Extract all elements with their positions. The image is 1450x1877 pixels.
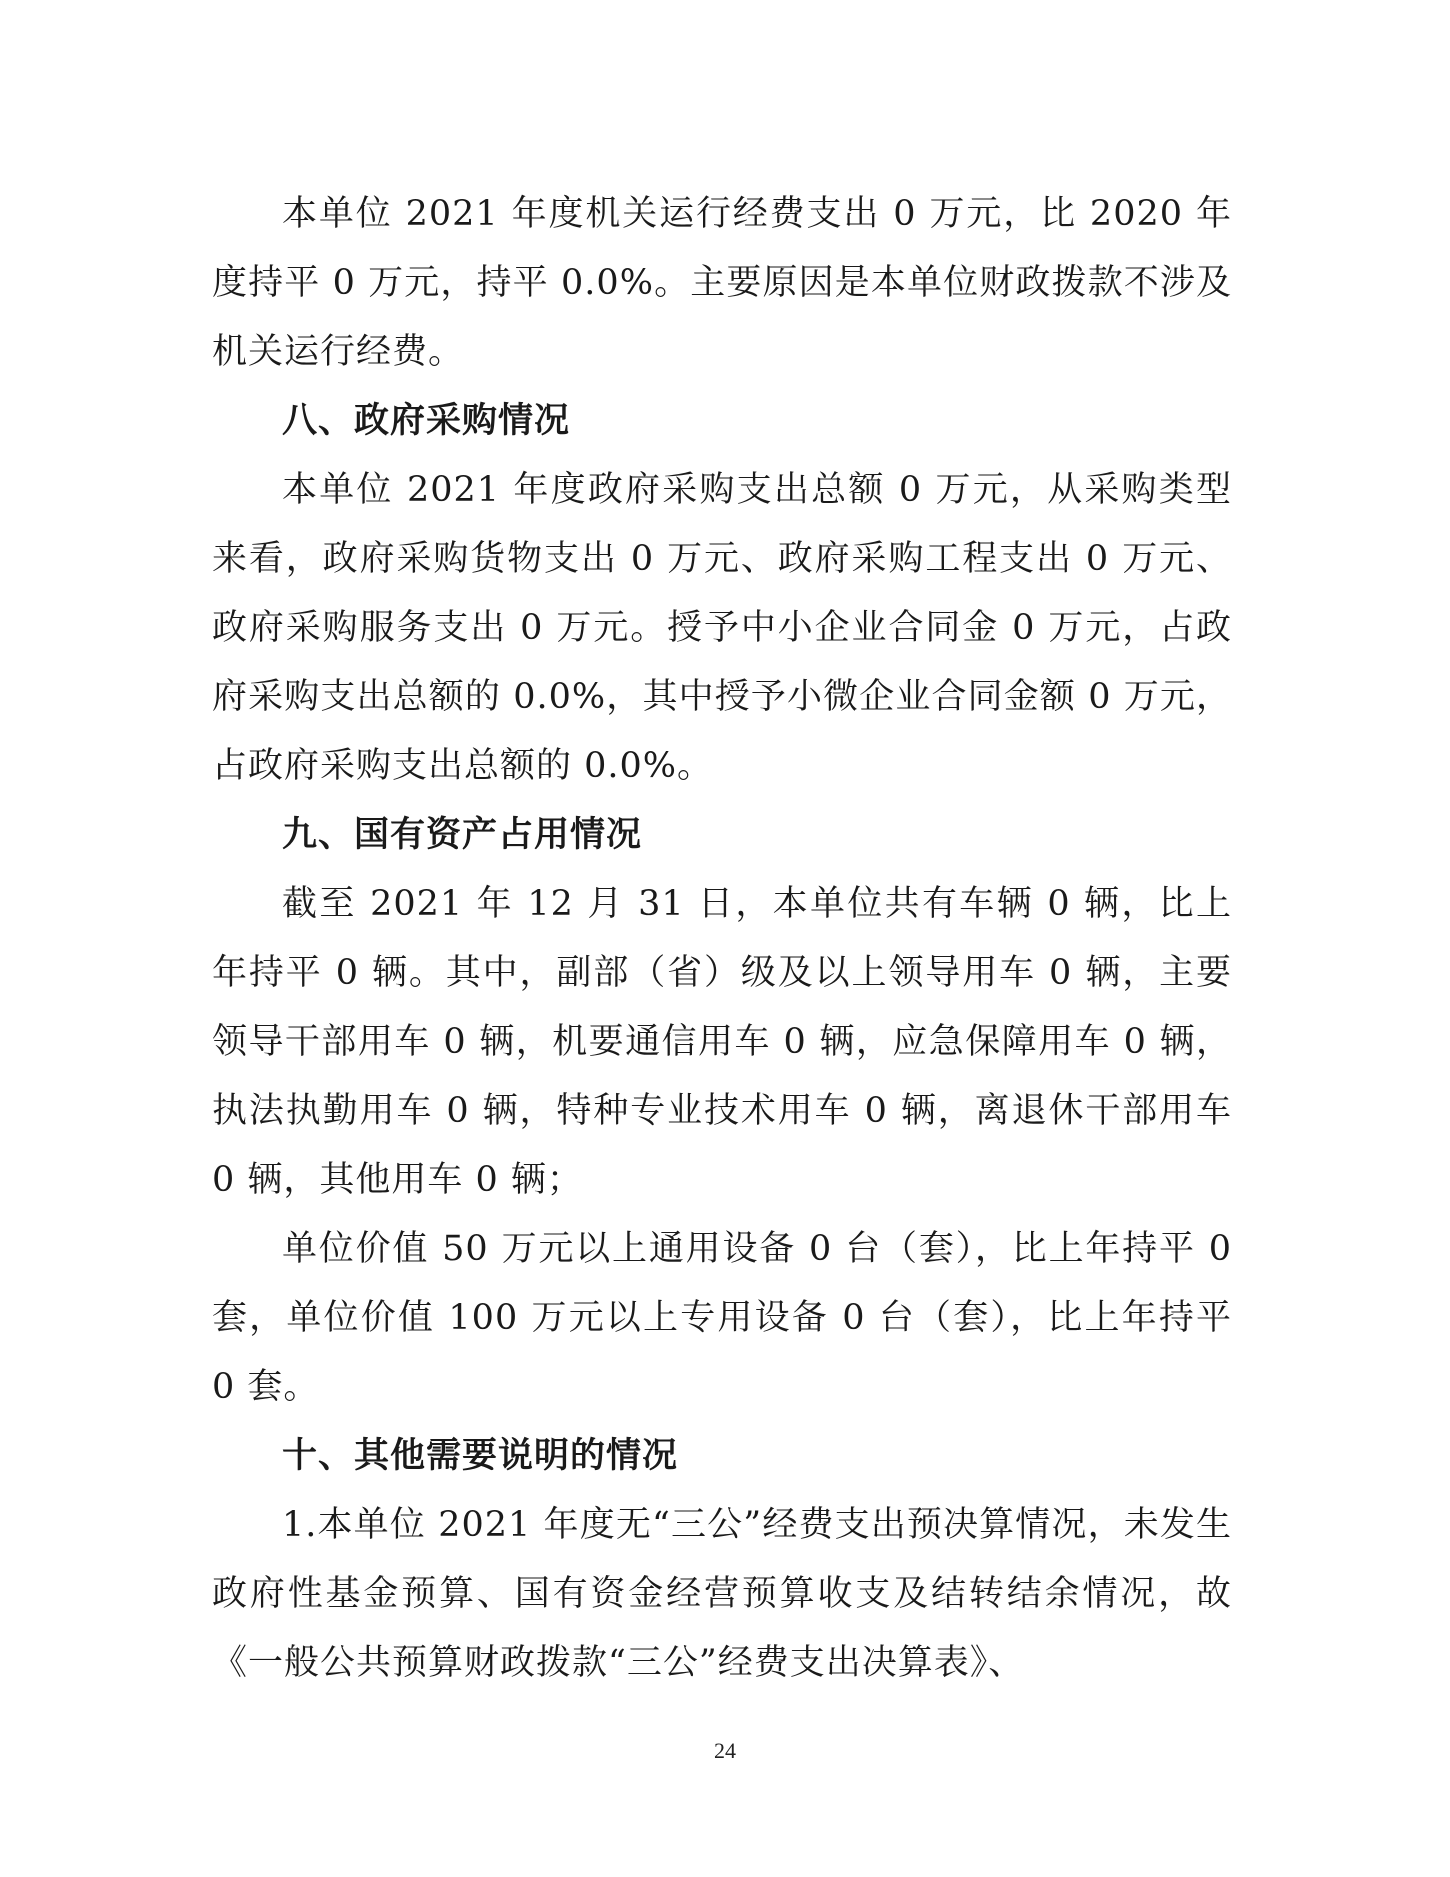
paragraph-vehicles: 截至 2021 年 12 月 31 日，本单位共有车辆 0 辆，比上年持平 0 辆。其中，副部（省）级及以上领导用车 0 辆，主要领导干部用车 0 辆，机要通信用车 0 辆，应急保障用车 0 辆，执法执勤用车 0 辆，特种专业技术用车 0 辆，离退休干部用车 0 辆，其他用车 0 辆；: [212, 884, 1232, 1200]
paragraph-operating-costs: 本单位 2021 年度机关运行经费支出 0 万元，比 2020 年度持平 0 万元，持平 0.0%。主要原因是本单位财政拨款不涉及机关运行经费。: [212, 194, 1232, 372]
document-body: [212, 180, 1232, 1698]
paragraph-procurement: 本单位 2021 年度政府采购支出总额 0 万元，从采购类型来看，政府采购货物支出 0 万元、政府采购工程支出 0 万元、政府采购服务支出 0 万元。授予中小企业合同金 0 万元，占政府采购支出总额的 0.0%，其中授予小微企业合同金额 0 万元，占政府采购支出总额的 0.0%。: [212, 470, 1232, 786]
paragraph-equipment: 单位价值 50 万元以上通用设备 0 台（套），比上年持平 0 套，单位价值 100 万元以上专用设备 0 台（套），比上年持平 0 套。: [212, 1229, 1232, 1407]
page-number: 24: [714, 1738, 736, 1763]
paragraph-other-1: 1.本单位 2021 年度无“三公”经费支出预决算情况，未发生政府性基金预算、国有资金经营预算收支及结转结余情况，故《一般公共预算财政拨款“三公”经费支出决算表》、: [212, 1505, 1232, 1683]
section-heading-procurement: 八、政府采购情况: [282, 401, 571, 441]
section-heading-other: 十、其他需要说明的情况: [282, 1436, 679, 1476]
section-heading-state-assets: 九、国有资产占用情况: [282, 815, 643, 855]
